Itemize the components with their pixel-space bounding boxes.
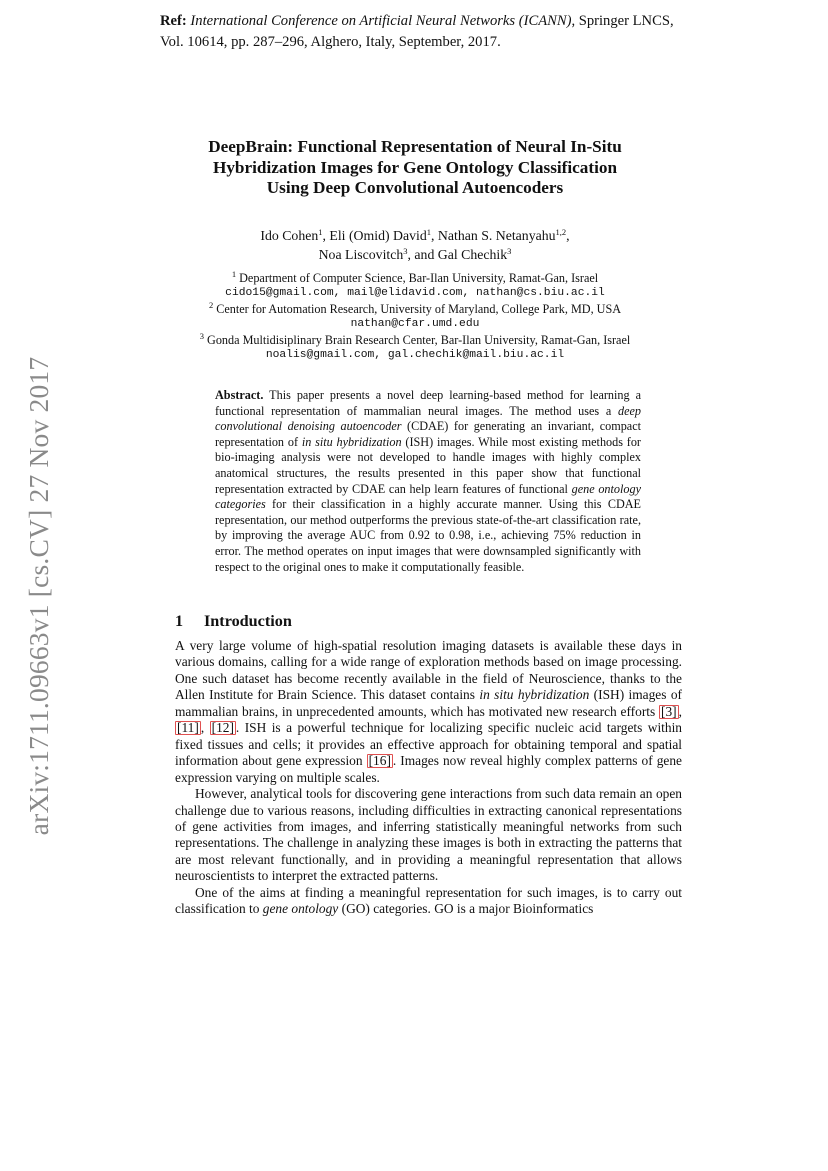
citation-link[interactable]: [11]	[177, 720, 199, 736]
body-text	[175, 638, 682, 918]
section-title: Introduction	[204, 612, 292, 630]
author-affil-mark: 1	[426, 227, 431, 237]
author-list	[120, 226, 710, 264]
ref-volume-line: Vol. 10614, pp. 287–296, Alghero, Italy, September, 2017.	[160, 34, 501, 50]
author-name: , and Gal Chechik	[407, 247, 508, 262]
affiliation-text: Center for Automation Research, University of Maryland, College Park, MD, USA	[216, 301, 622, 316]
citation-link[interactable]: [3]	[661, 703, 677, 719]
affiliation-text: Gonda Multidisiplinary Brain Research Center, Bar-Ilan University, Ramat-Gan, Israel	[207, 332, 631, 347]
author-name: Ido Cohen	[260, 228, 319, 243]
abstract-label: Abstract.	[215, 388, 264, 402]
citation-separator: ,	[200, 720, 210, 736]
author-affil-mark: 3	[403, 246, 408, 256]
section-number: 1	[175, 612, 184, 630]
affiliation-number: 3	[199, 330, 204, 341]
arxiv-stamp: arXiv:1711.09663v1 [cs.CV] 27 Nov 2017	[23, 356, 54, 836]
citation-separator: ,	[678, 703, 682, 719]
abstract-emphasis: deep convolutional denoising autoencoder	[215, 403, 641, 434]
author-affil-mark: 1,2	[555, 227, 567, 237]
paragraph: However, analytical tools for discovering gene interactions from such data remain an open challenge due to various reasons, including difficulties in extracting canonical representations of gene activities from images, and inferring statistically meaningful networks from such representations. The challenge in analyzing these images is both in extracting the patterns that are most relevant functionally, and in providing a meaningful representation that allows neuroscientists to interpret the extracted patterns.	[175, 786, 682, 884]
paragraph	[175, 638, 682, 786]
affiliation	[120, 271, 710, 286]
author-affil-mark: 3	[507, 246, 512, 256]
abstract	[215, 388, 641, 575]
abstract-emphasis: gene ontology categories	[215, 481, 641, 512]
affiliation-number: 2	[208, 299, 214, 310]
author-name: , Eli (Omid) David	[322, 228, 427, 243]
abstract-emphasis: in situ hybridization	[301, 434, 402, 449]
paragraph-text: A very large volume of high-spatial resolution imaging datasets is available these days in various domains, calling for a wide range of exploration methods based on image processing. One such dataset has become recently available in the field of Neuroscience, thanks to the Allen Institute for Brain Science. This dataset contains	[175, 638, 682, 703]
affiliation-text: Department of Computer Science, Bar-Ilan University, Ramat-Gan, Israel	[239, 271, 599, 285]
abstract-text: (CDAE) for generating an invariant, compact representation of	[215, 419, 641, 449]
affiliation	[120, 299, 710, 317]
abstract-text: for their classification in a highly accurate manner. Using this CDAE representation, our method outperforms the previous state-of-the-art classification rate, by improving the average AUC from 0.92 to 0.98, i.e., achieving 75% reduction in error. The method operates on input images that were downsampled significantly with respect to the original ones to make it computationally feasible.	[215, 497, 641, 574]
affiliation-list	[120, 271, 710, 363]
author-affil-mark: 1	[318, 227, 323, 237]
ref-publisher: , Springer LNCS,	[571, 13, 674, 29]
author-name: , Nathan S. Netanyahu	[431, 228, 556, 243]
ref-label: Ref:	[160, 13, 187, 29]
abstract-text: This paper presents a novel deep learning-based method for learning a functional representation of mammalian neural images. The method uses a	[215, 388, 641, 418]
affiliation-emails: noalis@gmail.com, gal.chechik@mail.biu.ac.il	[265, 349, 565, 362]
author-name: Noa Liscovitch	[318, 247, 404, 262]
paragraph-text: One of the aims at finding a meaningful representation for such images, is to carry out classification to	[175, 884, 682, 917]
section-heading	[175, 611, 675, 631]
paragraph	[175, 885, 682, 918]
ref-venue: International Conference on Artificial Neural Networks (ICANN)	[190, 13, 572, 29]
paper-title	[120, 137, 710, 199]
affiliation	[120, 330, 710, 348]
citation-link[interactable]: [16]	[368, 753, 391, 769]
affiliation-emails: nathan@cfar.umd.edu	[350, 318, 480, 331]
paragraph-emphasis: gene ontology	[262, 901, 339, 917]
affiliation-number: 1	[231, 269, 237, 279]
author-separator: ,	[566, 228, 570, 243]
citation-link[interactable]: [12]	[211, 720, 234, 736]
paragraph-emphasis: in situ hybridization	[479, 687, 590, 703]
title-line-1: DeepBrain: Functional Representation of Neural In-Situ	[208, 137, 622, 156]
title-line-2: Hybridization Images for Gene Ontology Classification	[212, 157, 618, 177]
affiliation-emails: cido15@gmail.com, mail@elidavid.com, nathan@cs.biu.ac.il	[225, 287, 605, 300]
paragraph-text: (GO) categories. GO is a major Bioinformatics	[338, 901, 594, 917]
paragraph-text: . ISH is a powerful technique for localizing specific nucleic acid targets within fixed tissues and cells; it provides an effective approach for obtaining temporal and spatial information about gene expression	[175, 720, 683, 769]
abstract-text: (ISH) images. While most existing methods for bio-imaging analysis were not developed to handle images with highly complex anatomical structures, the results presented in this paper show that functional representation extracted by CDAE can help learn features of functional	[215, 434, 641, 496]
paragraph-text: (ISH) images of mammalian brains, in unprecedented amounts, which has motivated new research efforts	[175, 687, 682, 719]
paragraph-text: . Images now reveal highly complex patterns of gene expression varying on multiple scales.	[175, 753, 682, 785]
title-line-3: Using Deep Convolutional Autoencoders	[266, 178, 564, 197]
reference-header	[160, 11, 720, 53]
